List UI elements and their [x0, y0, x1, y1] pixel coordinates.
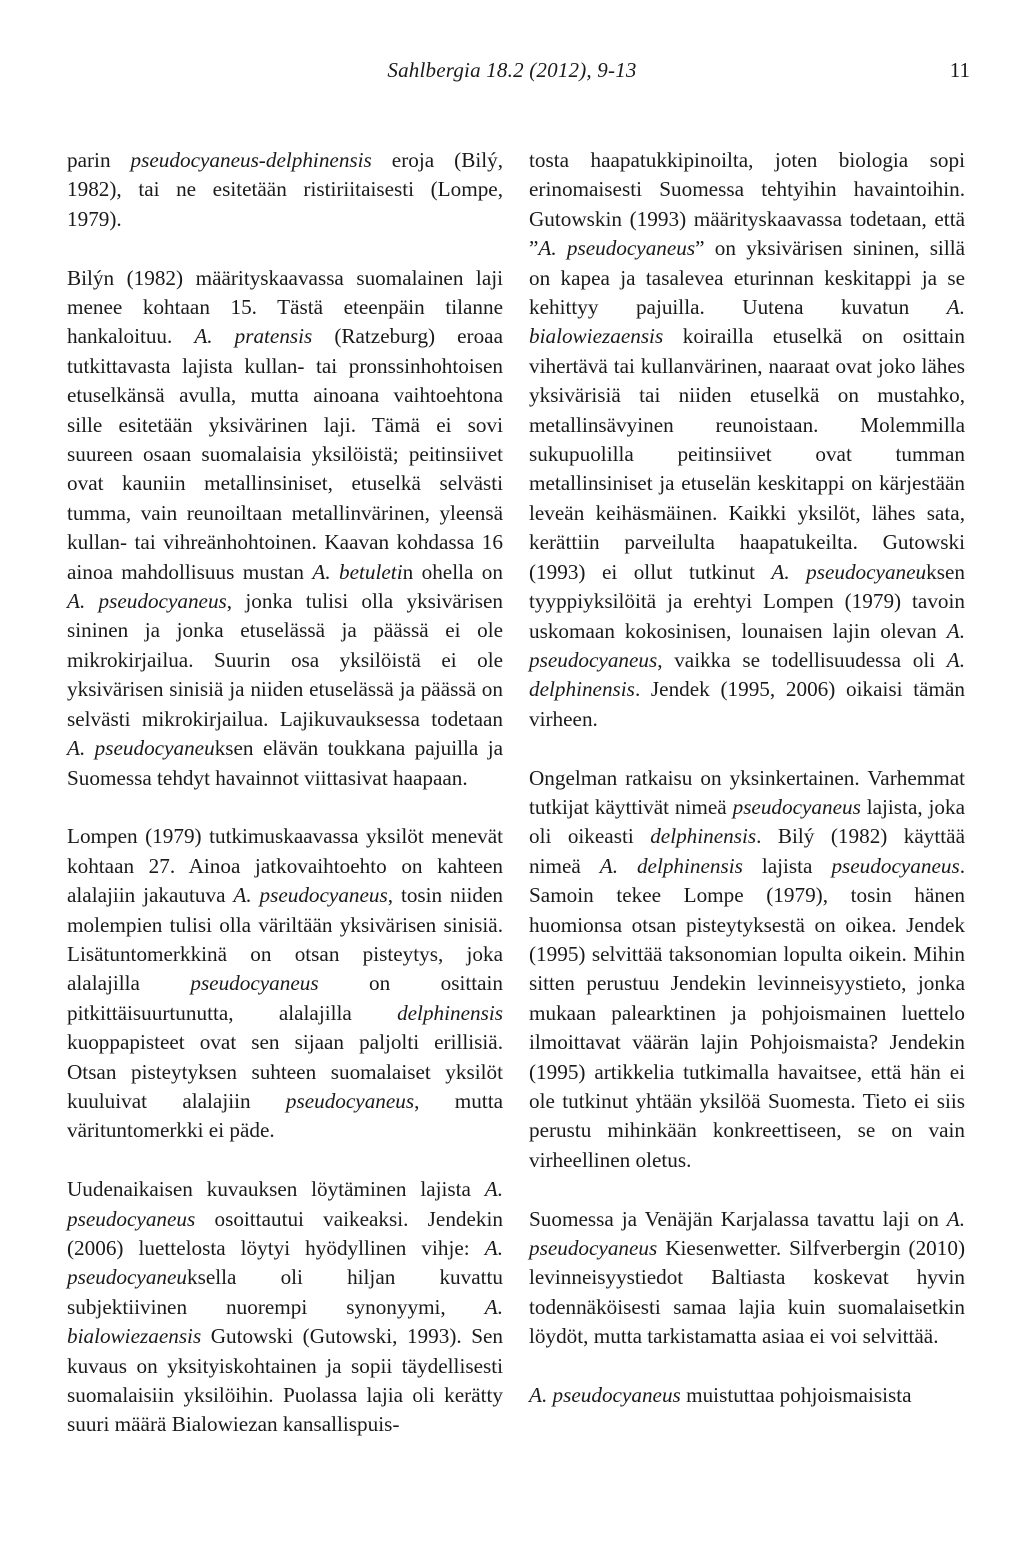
italic-text: A. pseudocyaneus [233, 883, 388, 908]
text-run: , mutta värituntomerkki ei päde. [67, 1088, 503, 1143]
text-run: lajista [742, 853, 832, 878]
italic-text: A. delphinensis [599, 853, 743, 878]
text-run: n ohella on [402, 559, 503, 584]
italic-text: A. pseudocyaneus [538, 236, 696, 261]
text-run: muistuttaa pohjoismaisista [680, 1383, 912, 1408]
text-run: ksella oli hiljan kuvattu subjektiivinen nuorempi synonyymi, [67, 1265, 503, 1319]
text-run: tosta haapatukkipinoilta, joten biologia sopi erinomaisesti Suomessa tehtyihin havaintoihin. Gutowskin (1993) määrityskaavassa todetaan, että ” [529, 148, 965, 261]
text-run: ksen tyyppiyksilöitä ja erehtyi Lompen (1979) tavoin uskomaan kokosinisen, lounaisen lajin olevan [529, 559, 965, 643]
italic-text: pseudocyaneus [732, 794, 861, 819]
paragraph [529, 146, 965, 734]
paragraph [67, 822, 503, 1145]
text-run: ksen elävän toukkana pajuilla ja Suomessa tehdyt havainnot viittasivat haapaan. [67, 736, 503, 790]
text-run: kuoppapisteet ovat sen sijaan paljolti erillisiä. Otsan pisteytyksen suhteen suomalaiset yksilöt kuuluivat alalajiin [67, 1030, 503, 1113]
italic-text: A. betuleti [312, 559, 403, 584]
text-run: osoittautui vaikeaksi. Jendekin (2006) luettelosta löytyi hyödyllinen vihje: [67, 1206, 503, 1260]
italic-text: A. pseudocyaneus [529, 618, 965, 672]
text-run: eroja (Bilý, 1982), tai ne esitetään ristiriitaisesti (Lompe, 1979). [67, 148, 503, 231]
page-number: 11 [949, 58, 970, 82]
paragraph [67, 264, 503, 793]
text-run: Suomessa ja Venäjän Karjalassa tavattu laji on [529, 1206, 947, 1231]
text-run: ” on yksivärisen sininen, sillä on kapea ja tasalevea eturinnan keskitappi ja se kehittyy pajuilla. Uutena kuvatun [529, 236, 965, 320]
text-run: , jonka tulisi olla yksivärisen sininen ja jonka etuselässä ja päässä ei ole mikrokirjailua. Suurin osa yksilöistä ei ole yksivärisen sinisiä ja niiden etuselässä ja päässä on selvästi mikrokirjailua. Lajikuvauksessa todetaan [67, 589, 503, 731]
italic-text: pseudocyaneus [285, 1088, 415, 1113]
italic-text: A. pratensis [194, 324, 313, 349]
paragraph [529, 1381, 965, 1410]
italic-text: A. pseudocyaneus [67, 1177, 503, 1231]
paragraph [529, 764, 965, 1176]
italic-text: A. delphinensis [529, 647, 965, 702]
right-column [529, 146, 965, 1410]
paragraph [529, 1205, 965, 1352]
text-run: . Jendek (1995, 2006) oikaisi tämän virheen. [529, 677, 965, 731]
left-column [67, 146, 503, 1440]
italic-text: A. bialowiezaensis [67, 1294, 503, 1349]
text-run: koirailla etuselkä on osittain vihertävä tai kullanvärinen, naaraat ovat joko lähes yksivärisiä tai niiden etuselkä on mustahko, metallinsävyinen reunoistaan. Molemmilla sukupuolilla peitinsiivet ovat tumman metallinsiniset ja etuselän keskitappi on kärjestään leveän keihäsmäinen. Kaikki yksilöt, lähes sata, kerättiin parveilulta haapatukeilta. Gutowski (1993) ei ollut tutkinut [529, 324, 965, 584]
text-run: Lompen (1979) tutkimuskaavassa yksilöt menevät kohtaan 27. Ainoa jatkovaihtoehto on kahteen alalajiin jakautuva [67, 824, 503, 908]
paragraph [67, 1175, 503, 1440]
italic-text: delphinensis [397, 1000, 503, 1025]
italic-text: delphinensis [650, 824, 757, 849]
text-run: (Ratzeburg) eroaa tutkittavasta lajista kullan- tai pronssinhohtoisen etuselkänsä avulla, mutta ainoana vaihtoehtona sille esitetään yksivärinen laji. Tämä ei sovi suureen osaan suomalaisia yksilöistä; peitinsiivet ovat kauniin metallinsiniset, etuselkä selvästi tumma, vain reunoiltaan metallinvärinen, yleensä kullan- tai vihreänhohtoinen. Kaavan kohdassa 16 ainoa mahdollisuus mustan [67, 324, 503, 584]
italic-text: A. pseudocyaneus [529, 1206, 965, 1260]
text-run: Kiesenwetter. Silfverbergin (2010) levinneisyystiedot Baltiasta koskevat hyvin todennäköisesti samaa lajia kuin suomalaisetkin löydöt, mutta tarkistamatta asiaa ei voi selvittää. [529, 1236, 965, 1349]
italic-text: A. pseudocyaneu [67, 1235, 503, 1290]
text-run: parin [67, 148, 131, 172]
paragraph [67, 146, 503, 234]
text-run: Ongelman ratkaisu on yksinkertainen. Varhemmat tutkijat käyttivät nimeä [529, 765, 965, 819]
italic-text: A. pseudocyaneu [771, 559, 927, 584]
text-run: Bilýn (1982) määrityskaavassa suomalainen laji menee kohtaan 15. Tästä eteenpäin tilanne hankaloituu. [67, 265, 503, 349]
text-run: . Bilý (1982) käyttää nimeä [529, 824, 965, 878]
text-run: . Samoin tekee Lompe (1979), tosin hänen huomionsa otsan pisteytyksestä on oikea. Jendek (1995) selvittää taksonomian lopulta oikein. Mihin sitten perustuu Jendekin levinneisyystieto, jonka mukaan palearktinen ja pohjoismainen luettelo ilmoittavat väärän lajin Pohjoismaista? Jendekin (1995) artikkelia tutkimalla havaitsee, että hän ei ole tutkinut yhtään yksilöä Suomesta. Tieto ei siis perustu mihinkään konkreettiseen, se on vain virheellinen oletus. [529, 853, 965, 1172]
text-run: , tosin niiden molempien tulisi olla väriltään yksivärisen sinisiä. Lisätuntomerkkinä on otsan pisteytys, joka alalajilla [67, 883, 503, 996]
text-run: Gutowski (Gutowski, 1993). Sen kuvaus on yksityiskohtainen ja sopii täydellisesti suomalaisiin yksilöihin. Puolassa lajia oli kerätty suuri määrä Bialowiezan kansallispuis- [67, 1324, 503, 1437]
text-run: , vaikka se todellisuudessa oli [657, 647, 947, 672]
italic-text: A. pseudocyaneus [529, 1383, 681, 1408]
italic-text: A. bialowiezaensis [529, 295, 965, 349]
italic-text: A. pseudocyaneu [67, 736, 215, 761]
italic-text: pseudocyaneus [190, 971, 319, 996]
text-run: lajista, joka oli oikeasti [529, 794, 966, 849]
italic-text: pseudocyaneus [831, 853, 960, 878]
italic-text: A. pseudocyaneus [67, 589, 227, 614]
text-run: on osittain pitkittäisuurtunutta, alalajilla [67, 971, 503, 1025]
running-head: Sahlbergia 18.2 (2012), 9-13 [387, 58, 637, 82]
text-run: Uudenaikaisen kuvauksen löytäminen lajista [67, 1177, 485, 1202]
italic-text: pseudocyaneus-delphinensis [130, 148, 372, 172]
